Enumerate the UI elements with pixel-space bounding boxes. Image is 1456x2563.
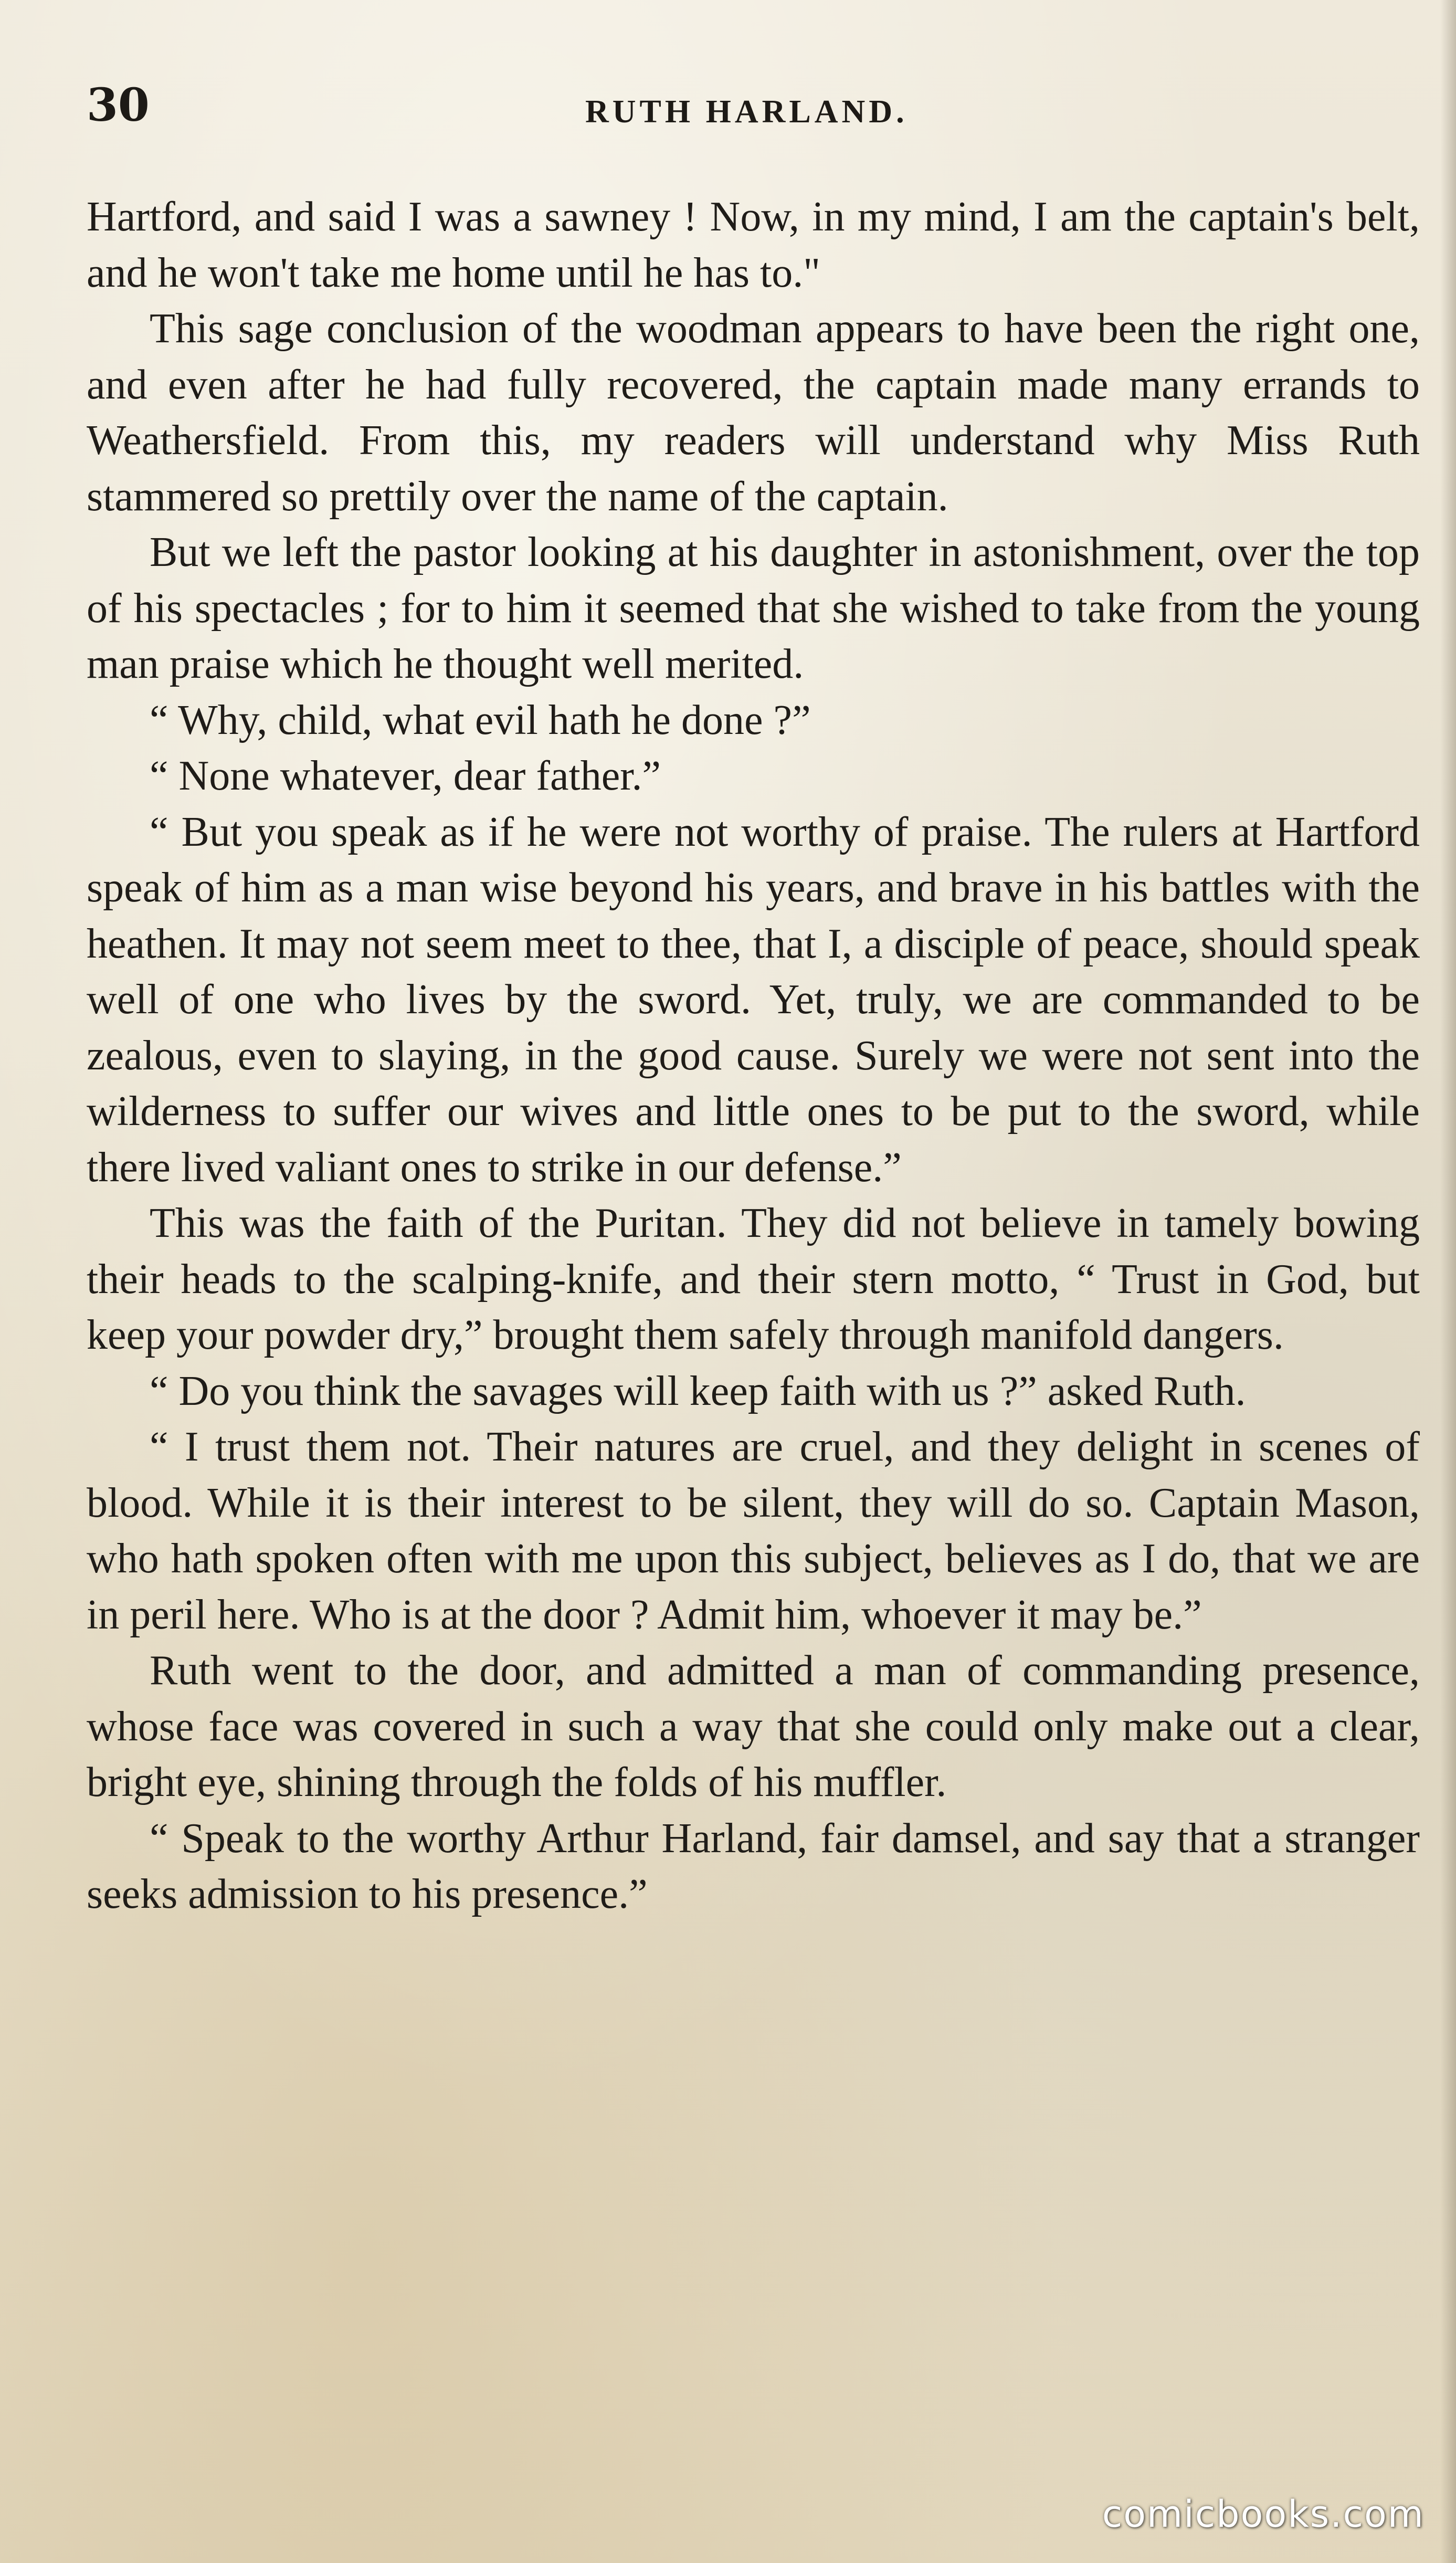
paragraph: This sage conclusion of the woodman appears to have been the right one, and even after he had fully recovered, the captain made many errands to Weathersfield. From this, my readers will understand why Miss Ruth stammered so prettily over the name of the captain. [87, 306, 1420, 520]
paragraph: “ But you speak as if he were not worthy of praise. The rulers at Hartford speak of him as a man wise beyond his years, and brave in his battles with the heathen. It may not seem meet to thee, that I, a disciple of peace, should speak well of one who lives by the sword. Yet, truly, we are commanded to be zealous, even to slaying, in the good cause. Surely we were not sent into the wilderness to suffer our wives and little ones to be put to the sword, while there lived valiant ones to strike in our defense.” [87, 808, 1420, 1191]
paragraph: “ None whatever, dear father.” [150, 753, 661, 799]
paragraph: This was the faith of the Puritan. They did not believe in tamely bowing their heads to the scalping-knife, and their stern motto, “ Trust in God, but keep your powder dry,” brought them safely through manifold dangers. [87, 1200, 1420, 1358]
paragraph: But we left the pastor looking at his daughter in astonishment, over the top of his spectacles ; for to him it seemed that she wished to take from the young man praise which he thought well merited. [87, 529, 1420, 687]
page-header [87, 79, 1409, 142]
paragraph: Ruth went to the door, and admitted a man of commanding presence, whose face was covered in such a way that she could only make out a clear, bright eye, shining through the folds of his muffler. [87, 1647, 1420, 1805]
paragraph: “ Do you think the savages will keep faith with us ?” asked Ruth. [150, 1368, 1246, 1414]
running-title: RUTH HARLAND. [585, 94, 908, 130]
paragraph: Hartford, and said I was a sawney ! Now, in my mind, I am the captain's belt, and he won't take me home until he has to." [87, 194, 1420, 296]
page-edge-shadow [1440, 0, 1456, 2563]
page-number: 30 [87, 79, 150, 132]
watermark: comicbooks.com [1102, 2493, 1425, 2536]
body-text [87, 189, 1420, 1923]
paragraph: “ Speak to the worthy Arthur Harland, fair damsel, and say that a stranger seeks admission to his presence.” [87, 1815, 1420, 1917]
paragraph: “ I trust them not. Their natures are cruel, and they delight in scenes of blood. While it is their interest to be silent, they will do so. Captain Mason, who hath spoken often with me upon this subject, believes as I do, that we are in peril here. Who is at the door ? Admit him, whoever it may be.” [87, 1424, 1420, 1638]
paragraph: “ Why, child, what evil hath he done ?” [150, 697, 811, 743]
